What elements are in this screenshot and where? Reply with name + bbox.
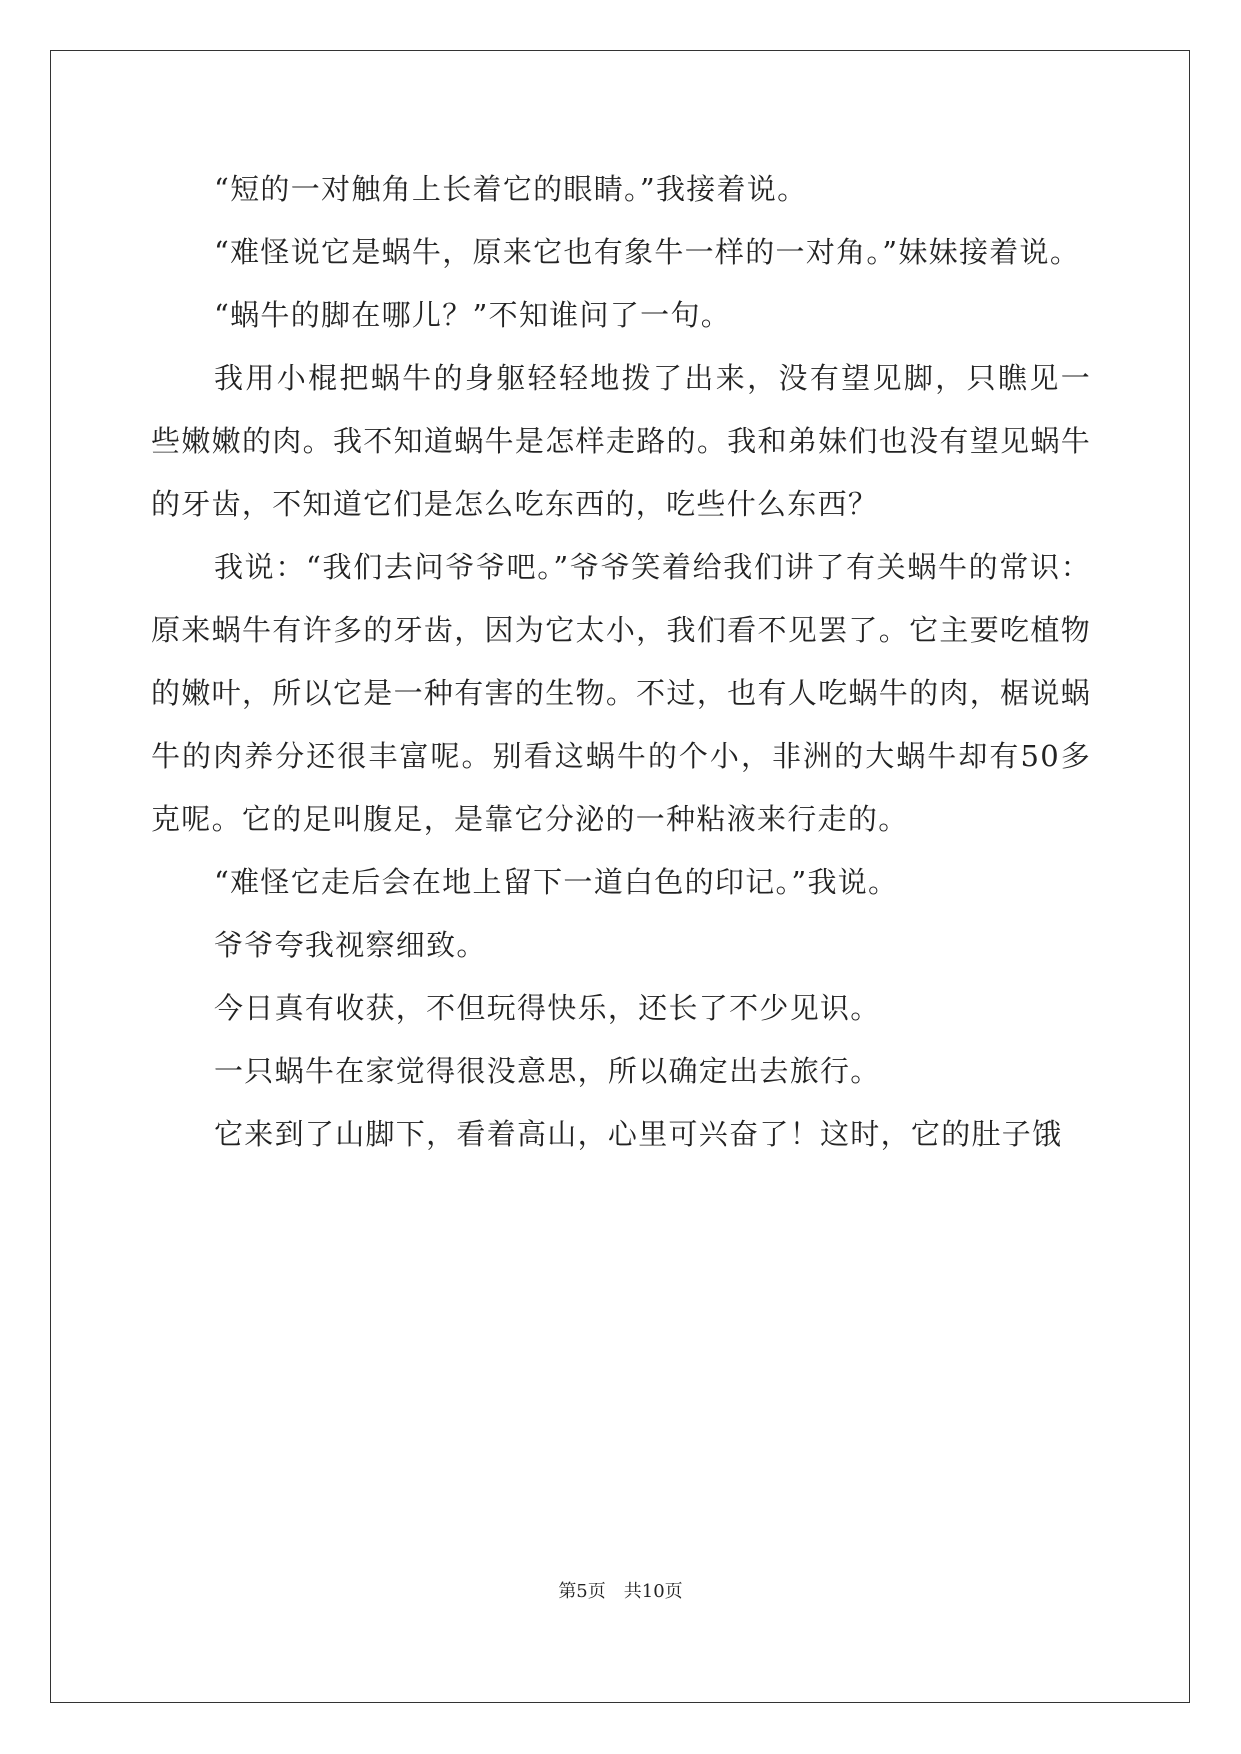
paragraph: 一只蜗牛在家觉得很没意思，所以确定出去旅行。 (214, 1054, 881, 1088)
paragraph: 今日真有收获，不但玩得快乐，还长了不少见识。 (214, 991, 881, 1025)
paragraph: “难怪说它是蜗牛，原来它也有象牛一样的一对角。”妹妹接着说。 (214, 235, 1081, 269)
paragraph: 它来到了山脚下，看着高山，心里可兴奋了！这时，它的肚子饿 (214, 1117, 1063, 1151)
paragraph: “蜗牛的脚在哪儿？”不知谁问了一句。 (214, 298, 732, 332)
paragraph: “短的一对触角上长着它的眼睛。”我接着说。 (214, 172, 808, 206)
paragraph: 我用小棍把蜗牛的身躯轻轻地拨了出来，没有望见脚，只瞧见一些嫩嫩的肉。我不知道蜗牛是怎样走路的。我和弟妹们也没有望见蜗牛的牙齿，不知道它们是怎么吃东西的，吃些什么东西？ (151, 361, 1091, 521)
document-body (151, 158, 1091, 1166)
paragraph: 爷爷夸我视察细致。 (214, 928, 487, 962)
page-number: 第5页 共10页 (558, 1581, 683, 1602)
paragraph: “难怪它走后会在地上留下一道白色的印记。”我说。 (214, 865, 899, 899)
paragraph: 我说：“我们去问爷爷吧。”爷爷笑着给我们讲了有关蜗牛的常识：原来蜗牛有许多的牙齿，因为它太小，我们看不见罢了。它主要吃植物的嫩叶，所以它是一种有害的生物。不过，也有人吃蜗牛的肉，椐说蜗牛的肉养分还很丰富呢。别看这蜗牛的个小，非洲的大蜗牛却有50多克呢。它的足叫腹足，是靠它分泌的一种粘液来行走的。 (151, 550, 1091, 836)
